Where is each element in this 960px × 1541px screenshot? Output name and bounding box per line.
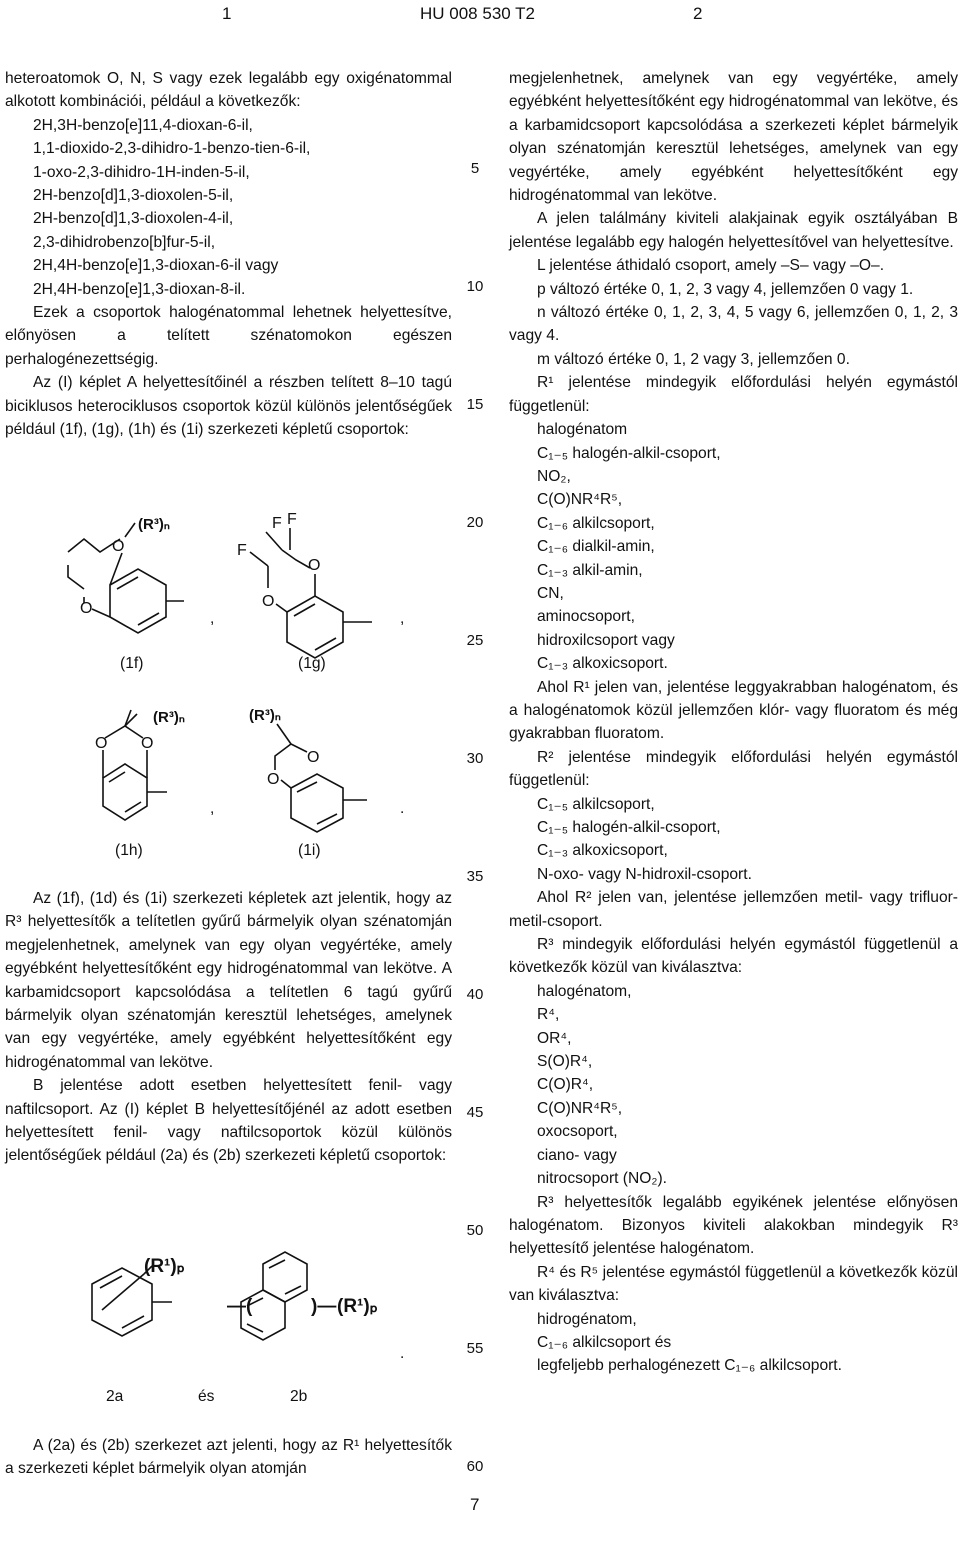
right-paragraph-7: R¹ jelentése mindegyik előfordulási helyén egymástól függetlenül: [509,374,958,415]
list-item: hidrogénatom, [537,1310,637,1328]
svg-text:(R³)ₙ: (R³)ₙ [138,516,170,533]
formula-label-2b: 2b [290,1388,308,1405]
svg-text:F: F [272,515,282,532]
svg-text:O: O [141,735,154,752]
left-paragraph-6: A (2a) és (2b) szerkezet azt jelenti, hogy az R¹ helyettesítők a szerkezeti képlet bármelyik olyan atomján [5,1437,452,1478]
page-footer-number: 7 [470,1495,480,1514]
list-item: C₁₋₃ alkoxicsoport, [537,842,668,860]
line-number: 10 [466,278,484,295]
svg-text:O: O [267,771,280,788]
separator: , [400,610,405,627]
list-item: 2,3-dihidrobenzo[b]fur-5-il, [33,233,216,251]
list-item: 2H,4H-benzo[e]1,3-dioxan-6-il vagy [33,257,279,275]
right-paragraph-8: Ahol R¹ jelen van, jelentése leggyakrabban halogénatom, és a halogénatomok közül jellemzően klór- vagy fluoratom és még gyakrabban fluoratom. [509,678,958,743]
separator: , [210,610,215,627]
left-paragraph-2: Ezek a csoportok halogénatommal lehetnek helyettesítve, előnyösen a telített szénatomokon egészen perhalogénezettségig. [5,304,452,368]
list-item: NO₂, [537,467,571,485]
page-number-right: 2 [693,4,703,23]
structure-1g [232,510,412,660]
svg-text:)—: )— [311,1296,337,1317]
right-paragraph-10: Ahol R² jelen van, jelentése jellemzően metil- vagy trifluor-metil-csoport. [509,889,958,930]
svg-text:(R¹)ₚ: (R¹)ₚ [337,1296,378,1317]
formula-label-1g: (1g) [298,655,326,672]
list-item: R⁴, [537,1006,560,1024]
svg-text:O: O [95,735,108,752]
list-item: nitrocsoport (NO₂). [537,1170,667,1188]
list-item: C₁₋₃ alkil-amin, [537,561,643,579]
list-item: C₁₋₅ halogén-alkil-csoport, [537,444,721,462]
list-item: 2H,3H-benzo[e]11,4-dioxan-6-il, [33,116,253,134]
svg-text:(R¹)ₚ: (R¹)ₚ [144,1256,185,1277]
left-paragraph-5: B jelentése adott esetben helyettesített fenil- vagy naftilcsoport. Az (I) képlet B helyettesítőjénél az adott esetben helyettesített fenil- vagy naftilcsoportok közül különös jelentőségűek például (2a) és (2b) szerkezeti képletű csoportok: [5,1077,452,1165]
svg-text:O: O [307,749,320,766]
svg-text:O: O [308,557,321,574]
list-item: 1,1-dioxido-2,3-dihidro-1-benzo-tien-6-il, [33,140,311,158]
right-paragraph-5: n változó értéke 0, 1, 2, 3, 4, 5 vagy 6, jellemzően 0, 1, 2, 3 vagy 4. [509,304,958,345]
page-number-left: 1 [222,4,232,23]
list-item: C₁₋₅ halogén-alkil-csoport, [537,819,721,836]
list-item: legfeljebb perhalogénezett C₁₋₆ alkilcsoport. [537,1357,842,1375]
line-number: 15 [466,396,484,413]
structure-1f [60,505,210,655]
list-item: C₁₋₆ alkilcsoport, [537,514,655,532]
formula-label-1i: (1i) [298,842,321,859]
svg-text:F: F [287,511,297,528]
list-item: C₁₋₃ alkoxicsoport. [537,655,668,673]
structure-1h [85,700,225,840]
left-lower-block [5,887,452,1168]
list-item: 1-oxo-2,3-dihidro-1H-inden-5-il, [33,163,250,181]
separator: . [400,1345,405,1362]
svg-text:—(: —( [227,1296,253,1317]
list-item: hidroxilcsoport vagy [537,631,675,649]
left-column [5,67,452,442]
right-paragraph-2: A jelen találmány kiviteli alakjainak egyik osztályában B jelentése legalább egy halogén helyettesítővel van helyettesítve. [509,210,958,251]
line-number: 45 [466,1104,484,1121]
list-item: C(O)NR⁴R⁵, [537,491,623,509]
line-number: 40 [466,986,484,1003]
list-item: C(O)NR⁴R⁵, [537,1099,623,1117]
list-item: 2H-benzo[d]1,3-dioxolen-5-il, [33,187,234,205]
list-item: ciano- vagy [537,1146,617,1164]
formula-label-1f: (1f) [120,655,144,672]
structure-1i [245,700,425,840]
line-number: 35 [466,868,484,885]
list-item: C₁₋₆ alkilcsoport és [537,1333,672,1351]
list-item: OR⁴, [537,1029,572,1047]
left-paragraph-1: heteroatomok O, N, S vagy ezek legalább egy oxigénatommal alkotott kombinációi, például a következők: [5,70,452,111]
list-item: CN, [537,584,564,602]
list-item: oxocsoport, [537,1123,618,1141]
formula-label-2a: 2a [106,1388,124,1405]
svg-text:(R³)ₙ: (R³)ₙ [249,707,281,724]
list-item: C(O)R⁴, [537,1076,594,1094]
left-paragraph-4: Az (1f), (1d) és (1i) szerkezeti képletek azt jelentik, hogy az R³ helyettesítők a telítetlen gyűrű bármelyik olyan szénatomján megjelenhetnek, amelynek van egy olyan vegyértéke, amely egyébként helyettesítőként egy hidrogénatommal van lekötve. A karbamidcsoport kapcsolódása a telítetlen 6 tagú gyűrű bármelyik olyan szénatomján keresztül lehetséges, amelynek van egy vegyértéke, amely egyébként helyettesítőként egy hidrogénatommal van lekötve. [5,890,452,1071]
list-item: aminocsoport, [537,608,635,626]
svg-text:O: O [262,593,275,610]
separator: , [210,800,215,817]
right-paragraph-12: R³ helyettesítők legalább egyikének jelentése előnyösen halogénatom. Bizonyos kiviteli alakokban mindegyik R³ helyettesítő jelentése halogénatom. [509,1193,958,1258]
right-paragraph-11: R³ mindegyik előfordulási helyén egymástól függetlenül a következők közül van kiválasztva: [509,936,958,977]
list-item: S(O)R⁴, [537,1053,593,1071]
list-item: C₁₋₅ alkilcsoport, [537,795,655,813]
left-bottom-block [5,1434,452,1481]
line-number: 60 [466,1458,484,1475]
line-number: 25 [466,632,484,649]
right-column [509,67,958,1378]
right-paragraph-4: p változó értéke 0, 1, 2, 3 vagy 4, jellemzően 0 vagy 1. [537,280,914,298]
svg-text:O: O [80,600,93,617]
formula-label-1h: (1h) [115,842,143,859]
list-item: halogénatom, [537,982,632,1000]
line-number: 5 [470,160,480,177]
line-number: 55 [466,1340,484,1357]
svg-text:O: O [112,538,125,555]
right-paragraph-9: R² jelentése mindegyik előfordulási helyén egymástól függetlenül: [509,748,958,790]
right-paragraph-6: m változó értéke 0, 1, 2 vagy 3, jellemzően 0. [537,350,850,368]
left-paragraph-3: Az (I) képlet A helyettesítőinél a részben telített 8–10 tagú biciklusos heterociklusos csoportok közül különös jelentőségűek például (1f), (1g), (1h) és (1i) szerkezeti képletű csoportok: [5,374,452,439]
svg-text:F: F [237,542,247,559]
right-paragraph-13: R⁴ és R⁵ jelentése egymástól függetlenül a következők közül van kiválasztva: [509,1263,958,1305]
right-paragraph-3: L jelentése áthidaló csoport, amely –S– vagy –O–. [537,257,885,275]
separator: . [400,800,405,817]
line-number: 30 [466,750,484,767]
list-item: C₁₋₆ dialkil-amin, [537,538,655,556]
list-item: 2H,4H-benzo[e]1,3-dioxan-8-il. [33,280,246,298]
line-number: 50 [466,1222,484,1239]
structure-2b [225,1240,465,1370]
list-item: 2H-benzo[d]1,3-dioxolen-4-il, [33,210,234,228]
line-number: 20 [466,514,484,531]
right-paragraph-1: megjelenhetnek, amelynek van egy vegyértéke, amely egyébként helyettesítőként egy hidrogénatommal van lekötve, és a karbamidcsoport kapcsolódása a szerkezeti képlet bármelyik olyan szénatomján keresztül lehetséges, amelynek van egy vegyértéke, amely egyébként helyettesítőként egy hidrogénatommal van lekötve. [509,70,958,205]
formula-label-and: és [198,1388,215,1405]
structure-2a [60,1240,240,1370]
list-item: N-oxo- vagy N-hidroxil-csoport. [537,865,752,883]
list-item: halogénatom [537,421,628,439]
svg-text:(R³)ₙ: (R³)ₙ [153,709,185,726]
document-id: HU 008 530 T2 [420,4,535,23]
